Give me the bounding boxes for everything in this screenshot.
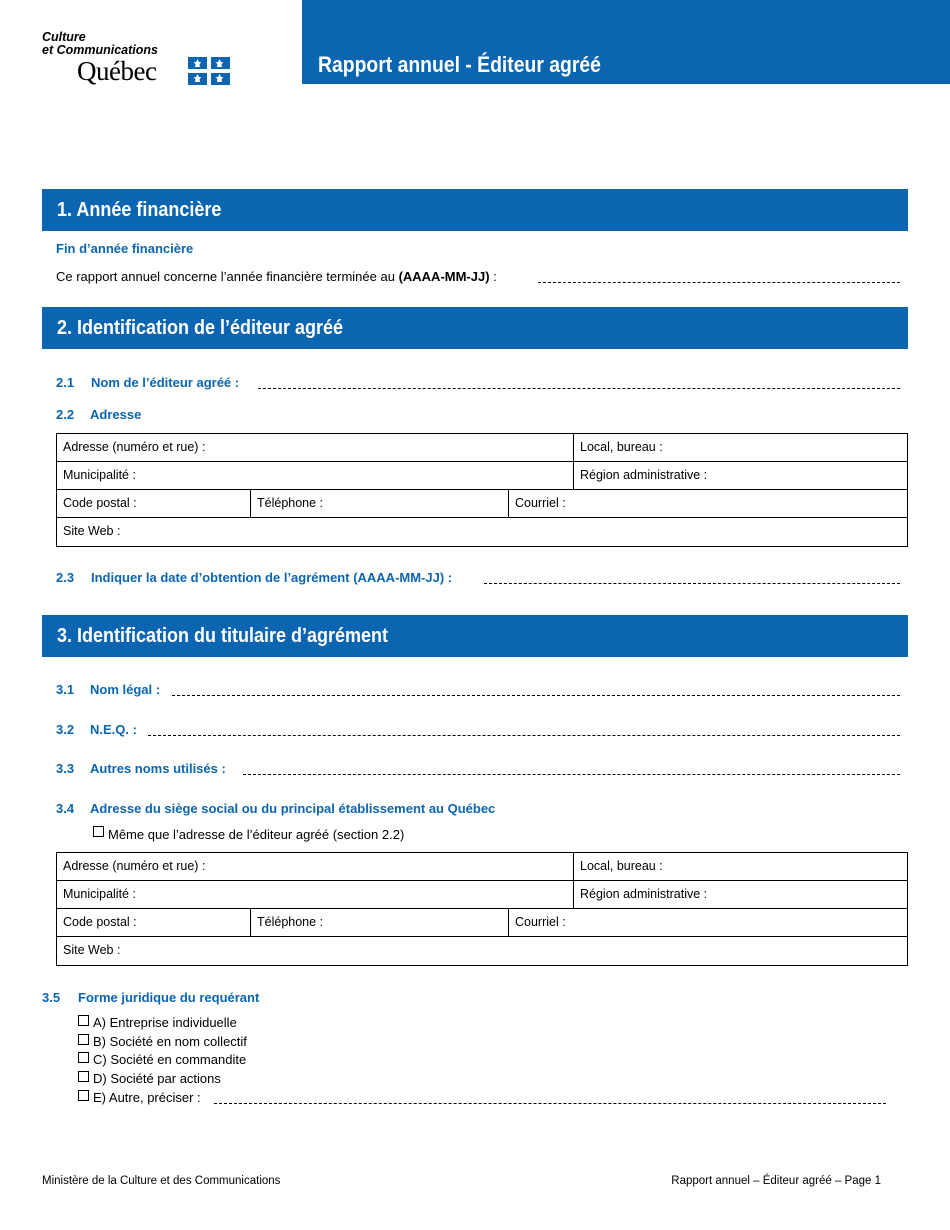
region-field[interactable]: Région administrative : [573, 462, 907, 489]
section-3-title: 3. Identification du titulaire d’agrément [57, 625, 389, 647]
section-3-header [42, 615, 908, 657]
option-c-checkbox[interactable] [78, 1052, 89, 1063]
logo-line-communications: et Communications [42, 43, 158, 57]
head-office-address-heading: Adresse du siège social ou du principal établissement au Québec [90, 801, 496, 816]
legal-name-input[interactable] [172, 695, 900, 696]
quebec-flag-icon [188, 57, 230, 85]
logo-line-culture: Culture [42, 30, 86, 44]
email-field[interactable]: Courriel : [508, 909, 907, 936]
date-format: (AAAA-MM-JJ) [398, 269, 490, 284]
q2-2-number: 2.2 [56, 407, 75, 422]
fiscal-year-end-input[interactable] [538, 282, 900, 283]
fiscal-year-end-heading: Fin d’année financière [56, 241, 194, 256]
municipality-field[interactable]: Municipalité : [63, 468, 136, 482]
publisher-name-input[interactable] [258, 388, 900, 389]
option-a-checkbox[interactable] [78, 1015, 89, 1026]
office-field[interactable]: Local, bureau : [573, 853, 907, 880]
q3-4-number: 3.4 [56, 801, 75, 816]
accreditation-date-label: Indiquer la date d’obtention de l’agrément (AAAA-MM-JJ) : [91, 570, 453, 585]
neq-label: N.E.Q. : [90, 722, 137, 737]
neq-input[interactable] [148, 735, 900, 736]
legal-name-label: Nom légal : [90, 682, 161, 697]
option-d-checkbox[interactable] [78, 1071, 89, 1082]
fiscal-year-text: Ce rapport annuel concerne l’année financière terminée au [56, 269, 399, 284]
option-a-label: A) Entreprise individuelle [93, 1015, 237, 1030]
logo-quebec: Québec [77, 56, 157, 86]
postal-code-field[interactable]: Code postal : [63, 915, 137, 929]
other-names-input[interactable] [243, 774, 900, 775]
option-e-label: E) Autre, préciser : [93, 1090, 201, 1105]
website-field[interactable]: Site Web : [63, 524, 121, 538]
office-field[interactable]: Local, bureau : [573, 434, 907, 461]
option-b-checkbox[interactable] [78, 1034, 89, 1045]
section-2-title: 2. Identification de l’éditeur agréé [57, 317, 344, 339]
legal-form-heading: Forme juridique du requérant [78, 990, 260, 1005]
municipality-field[interactable]: Municipalité : [63, 887, 136, 901]
accreditation-date-input[interactable] [484, 583, 900, 584]
publisher-name-label: Nom de l’éditeur agréé : [91, 375, 240, 390]
option-b-label: B) Société en nom collectif [93, 1034, 247, 1049]
option-c-label: C) Société en commandite [93, 1052, 247, 1067]
other-names-label: Autres noms utilisés : [90, 761, 226, 776]
q3-1-number: 3.1 [56, 682, 75, 697]
q2-1-number: 2.1 [56, 375, 75, 390]
page-title: Rapport annuel - Éditeur agréé [318, 52, 601, 77]
address-heading: Adresse [90, 407, 142, 422]
fiscal-year-colon: : [489, 269, 497, 284]
postal-code-field[interactable]: Code postal : [63, 496, 137, 510]
q3-5-number: 3.5 [42, 990, 61, 1005]
website-field[interactable]: Site Web : [63, 943, 121, 957]
option-d-label: D) Société par actions [93, 1071, 221, 1086]
option-e-checkbox[interactable] [78, 1090, 89, 1101]
street-field[interactable]: Adresse (numéro et rue) : [63, 440, 206, 454]
phone-field[interactable]: Téléphone : [250, 909, 508, 936]
head-office-address-table [56, 852, 908, 966]
footer-page-info: Rapport annuel – Éditeur agréé – Page 1 [671, 1175, 881, 1187]
section-1-header [42, 189, 908, 231]
region-field[interactable]: Région administrative : [573, 881, 907, 908]
same-address-checkbox[interactable] [93, 826, 104, 837]
q3-3-number: 3.3 [56, 761, 75, 776]
section-1-title: 1. Année financière [57, 199, 222, 221]
street-field[interactable]: Adresse (numéro et rue) : [63, 859, 206, 873]
phone-field[interactable]: Téléphone : [250, 490, 508, 517]
same-address-label: Même que l’adresse de l’éditeur agréé (section 2.2) [108, 827, 405, 842]
email-field[interactable]: Courriel : [508, 490, 907, 517]
footer-ministry: Ministère de la Culture et des Communications [42, 1175, 281, 1187]
fiscal-year-label [56, 269, 497, 284]
other-form-input[interactable] [214, 1103, 886, 1104]
section-2-header [42, 307, 908, 349]
q2-3-number: 2.3 [56, 570, 75, 585]
publisher-address-table [56, 433, 908, 547]
q3-2-number: 3.2 [56, 722, 75, 737]
